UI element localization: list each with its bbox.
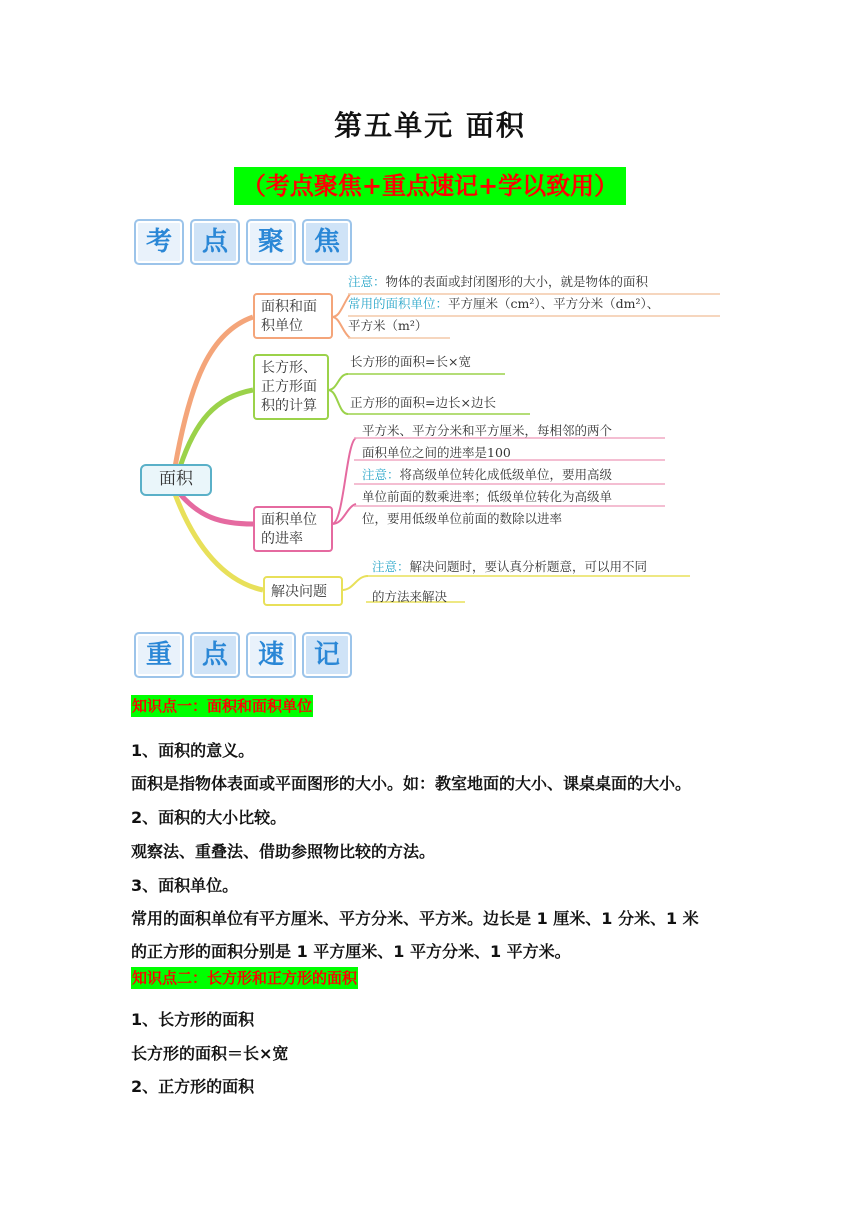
branch-area-and-units: 面积和面积单位 (253, 293, 333, 339)
branch4-connector (175, 494, 263, 590)
banner-tile: 焦 (302, 219, 352, 265)
paragraph: 常用的面积单位有平方厘米、平方分米、平方米。边长是 1 厘米、1 分米、1 米 (131, 909, 699, 928)
note-line: 面积单位之间的进率是100 (362, 445, 511, 460)
banner-zhongdian-suji (134, 632, 352, 678)
branch-unit-conversion: 面积单位的进率 (253, 506, 333, 552)
banner-kaodian-jujiao (134, 219, 352, 265)
note-line: 长方形的面积=长×宽 (350, 354, 471, 369)
paragraph: 的正方形的面积分别是 1 平方厘米、1 平方分米、1 平方米。 (131, 942, 571, 961)
paragraph: 2、面积的大小比较。 (131, 808, 287, 827)
note-line: 单位前面的数乘进率；低级单位转化为高级单 (362, 489, 613, 504)
paragraph: 观察法、重叠法、借助参照物比较的方法。 (131, 842, 436, 861)
note-line: 常用的面积单位：平方厘米（cm²）、平方分米（dm²）、 (348, 296, 660, 311)
paragraph: 1、面积的意义。 (131, 741, 255, 760)
branch3-connector (180, 494, 253, 524)
mind-map-root: 面积 (140, 464, 212, 496)
banner-tile: 速 (246, 632, 296, 678)
section-heading: 知识点一：面积和面积单位 (132, 697, 313, 715)
banner-tile: 点 (190, 632, 240, 678)
banner-tile: 重 (134, 632, 184, 678)
note-line: 注意：物体的表面或封闭图形的大小，就是物体的面积 (348, 274, 649, 289)
note-line: 注意：将高级单位转化成低级单位，要用高级 (362, 467, 613, 482)
note-line: 的方法来解决 (372, 589, 448, 604)
paragraph: 面积是指物体表面或平面图形的大小。如：教室地面的大小、课桌桌面的大小。 (131, 774, 692, 793)
note-line: 平方米、平方分米和平方厘米，每相邻的两个 (362, 423, 613, 438)
note-line: 注意：解决问题时，要认真分析题意，可以用不同 (372, 559, 648, 574)
mind-map (120, 262, 740, 614)
banner-tile: 考 (134, 219, 184, 265)
page-title: 第五单元 面积 (334, 109, 526, 142)
banner-tile: 聚 (246, 219, 296, 265)
banner-tile: 点 (190, 219, 240, 265)
note-line: 位，要用低级单位前面的数除以进率 (362, 511, 563, 526)
paragraph: 2、正方形的面积 (131, 1077, 255, 1096)
paragraph: 3、面积单位。 (131, 876, 239, 895)
paragraph: 1、长方形的面积 (131, 1010, 255, 1029)
section-heading: 知识点二：长方形和正方形的面积 (132, 969, 358, 987)
branch-problem-solving: 解决问题 (263, 576, 343, 606)
paragraph: 长方形的面积＝长×宽 (131, 1044, 289, 1063)
note-line: 正方形的面积=边长×边长 (350, 395, 496, 410)
banner-tile: 记 (302, 632, 352, 678)
branch-rectangle-square-calc: 长方形、正方形面积的计算 (253, 354, 329, 420)
note-line: 平方米（m²） (348, 318, 428, 333)
page-subtitle: （考点聚焦+重点速记+学以致用） (234, 167, 626, 205)
